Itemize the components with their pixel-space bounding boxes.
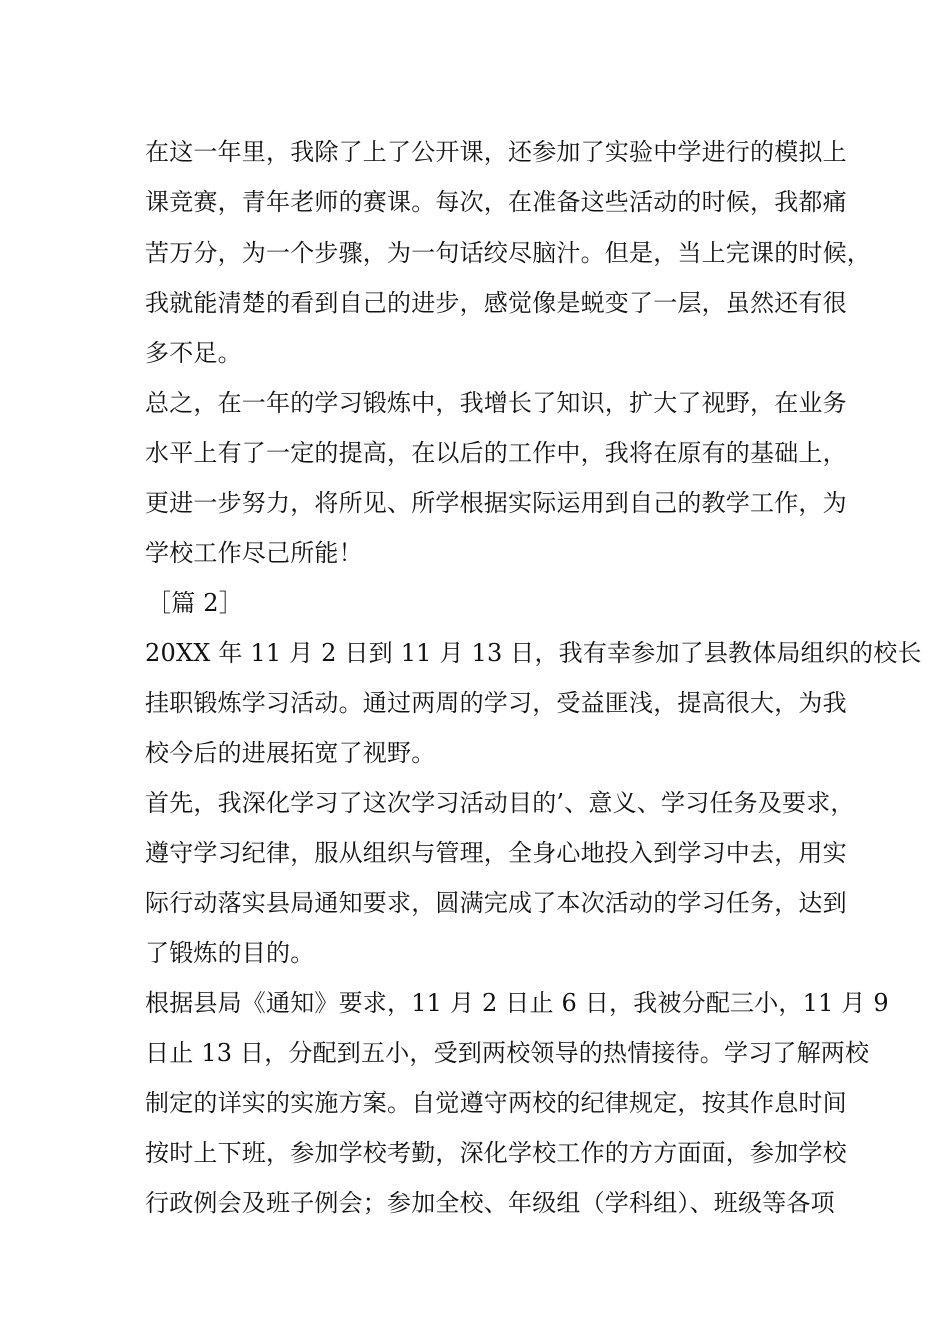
text-line: 根据县局《通知》要求，11 月 2 日止 6 日，我被分配三小，11 月 9 [145, 989, 889, 1017]
text-line: 校今后的进展拓宽了视野。 [145, 739, 436, 767]
text-line: 首先，我深化学习了这次学习活动目的’、意义、学习任务及要求， [145, 789, 855, 817]
text-line: 我就能清楚的看到自己的进步，感觉像是蜕变了一层，虽然还有很 [145, 289, 847, 317]
text-line: 了锻炼的目的。 [145, 939, 315, 967]
text-line: 更进一步努力，将所见、所学根据实际运用到自己的教学工作，为 [145, 489, 847, 517]
text-line: 际行动落实县局通知要求，圆满完成了本次活动的学习任务，达到 [145, 889, 847, 917]
text-line: 在这一年里，我除了上了公开课，还参加了实验中学进行的模拟上 [145, 138, 847, 166]
text-line: 行政例会及班子例会；参加全校、年级组（学科组）、班级等各项 [145, 1189, 835, 1217]
text-line: 水平上有了一定的提高，在以后的工作中，我将在原有的基础上， [145, 439, 847, 467]
section-heading: ［篇 2］ [147, 589, 243, 617]
text-line: 学校工作尽己所能！ [145, 539, 363, 567]
text-line: 挂职锻炼学习活动。通过两周的学习，受益匪浅，提高很大，为我 [145, 689, 847, 717]
text-line: 课竞赛，青年老师的赛课。每次，在准备这些活动的时候，我都痛 [145, 188, 847, 216]
text-line: 20XX 年 11 月 2 日到 11 月 13 日，我有幸参加了县教体局组织的校长 [145, 639, 922, 667]
text-line: 多不足。 [145, 339, 242, 367]
text-line: 日止 13 日，分配到五小，受到两校领导的热情接待。学习了解两校 [145, 1039, 870, 1067]
text-line: 苦万分，为一个步骤，为一句话绞尽脑汁。但是，当上完课的时候， [145, 239, 871, 267]
text-line: 遵守学习纪律，服从组织与管理，全身心地投入到学习中去，用实 [145, 839, 847, 867]
text-line: 总之，在一年的学习锻炼中，我增长了知识，扩大了视野，在业务 [145, 389, 847, 417]
text-line: 按时上下班，参加学校考勤，深化学校工作的方方面面，参加学校 [145, 1139, 847, 1167]
text-line: 制定的详实的实施方案。自觉遵守两校的纪律规定，按其作息时间 [145, 1089, 847, 1117]
